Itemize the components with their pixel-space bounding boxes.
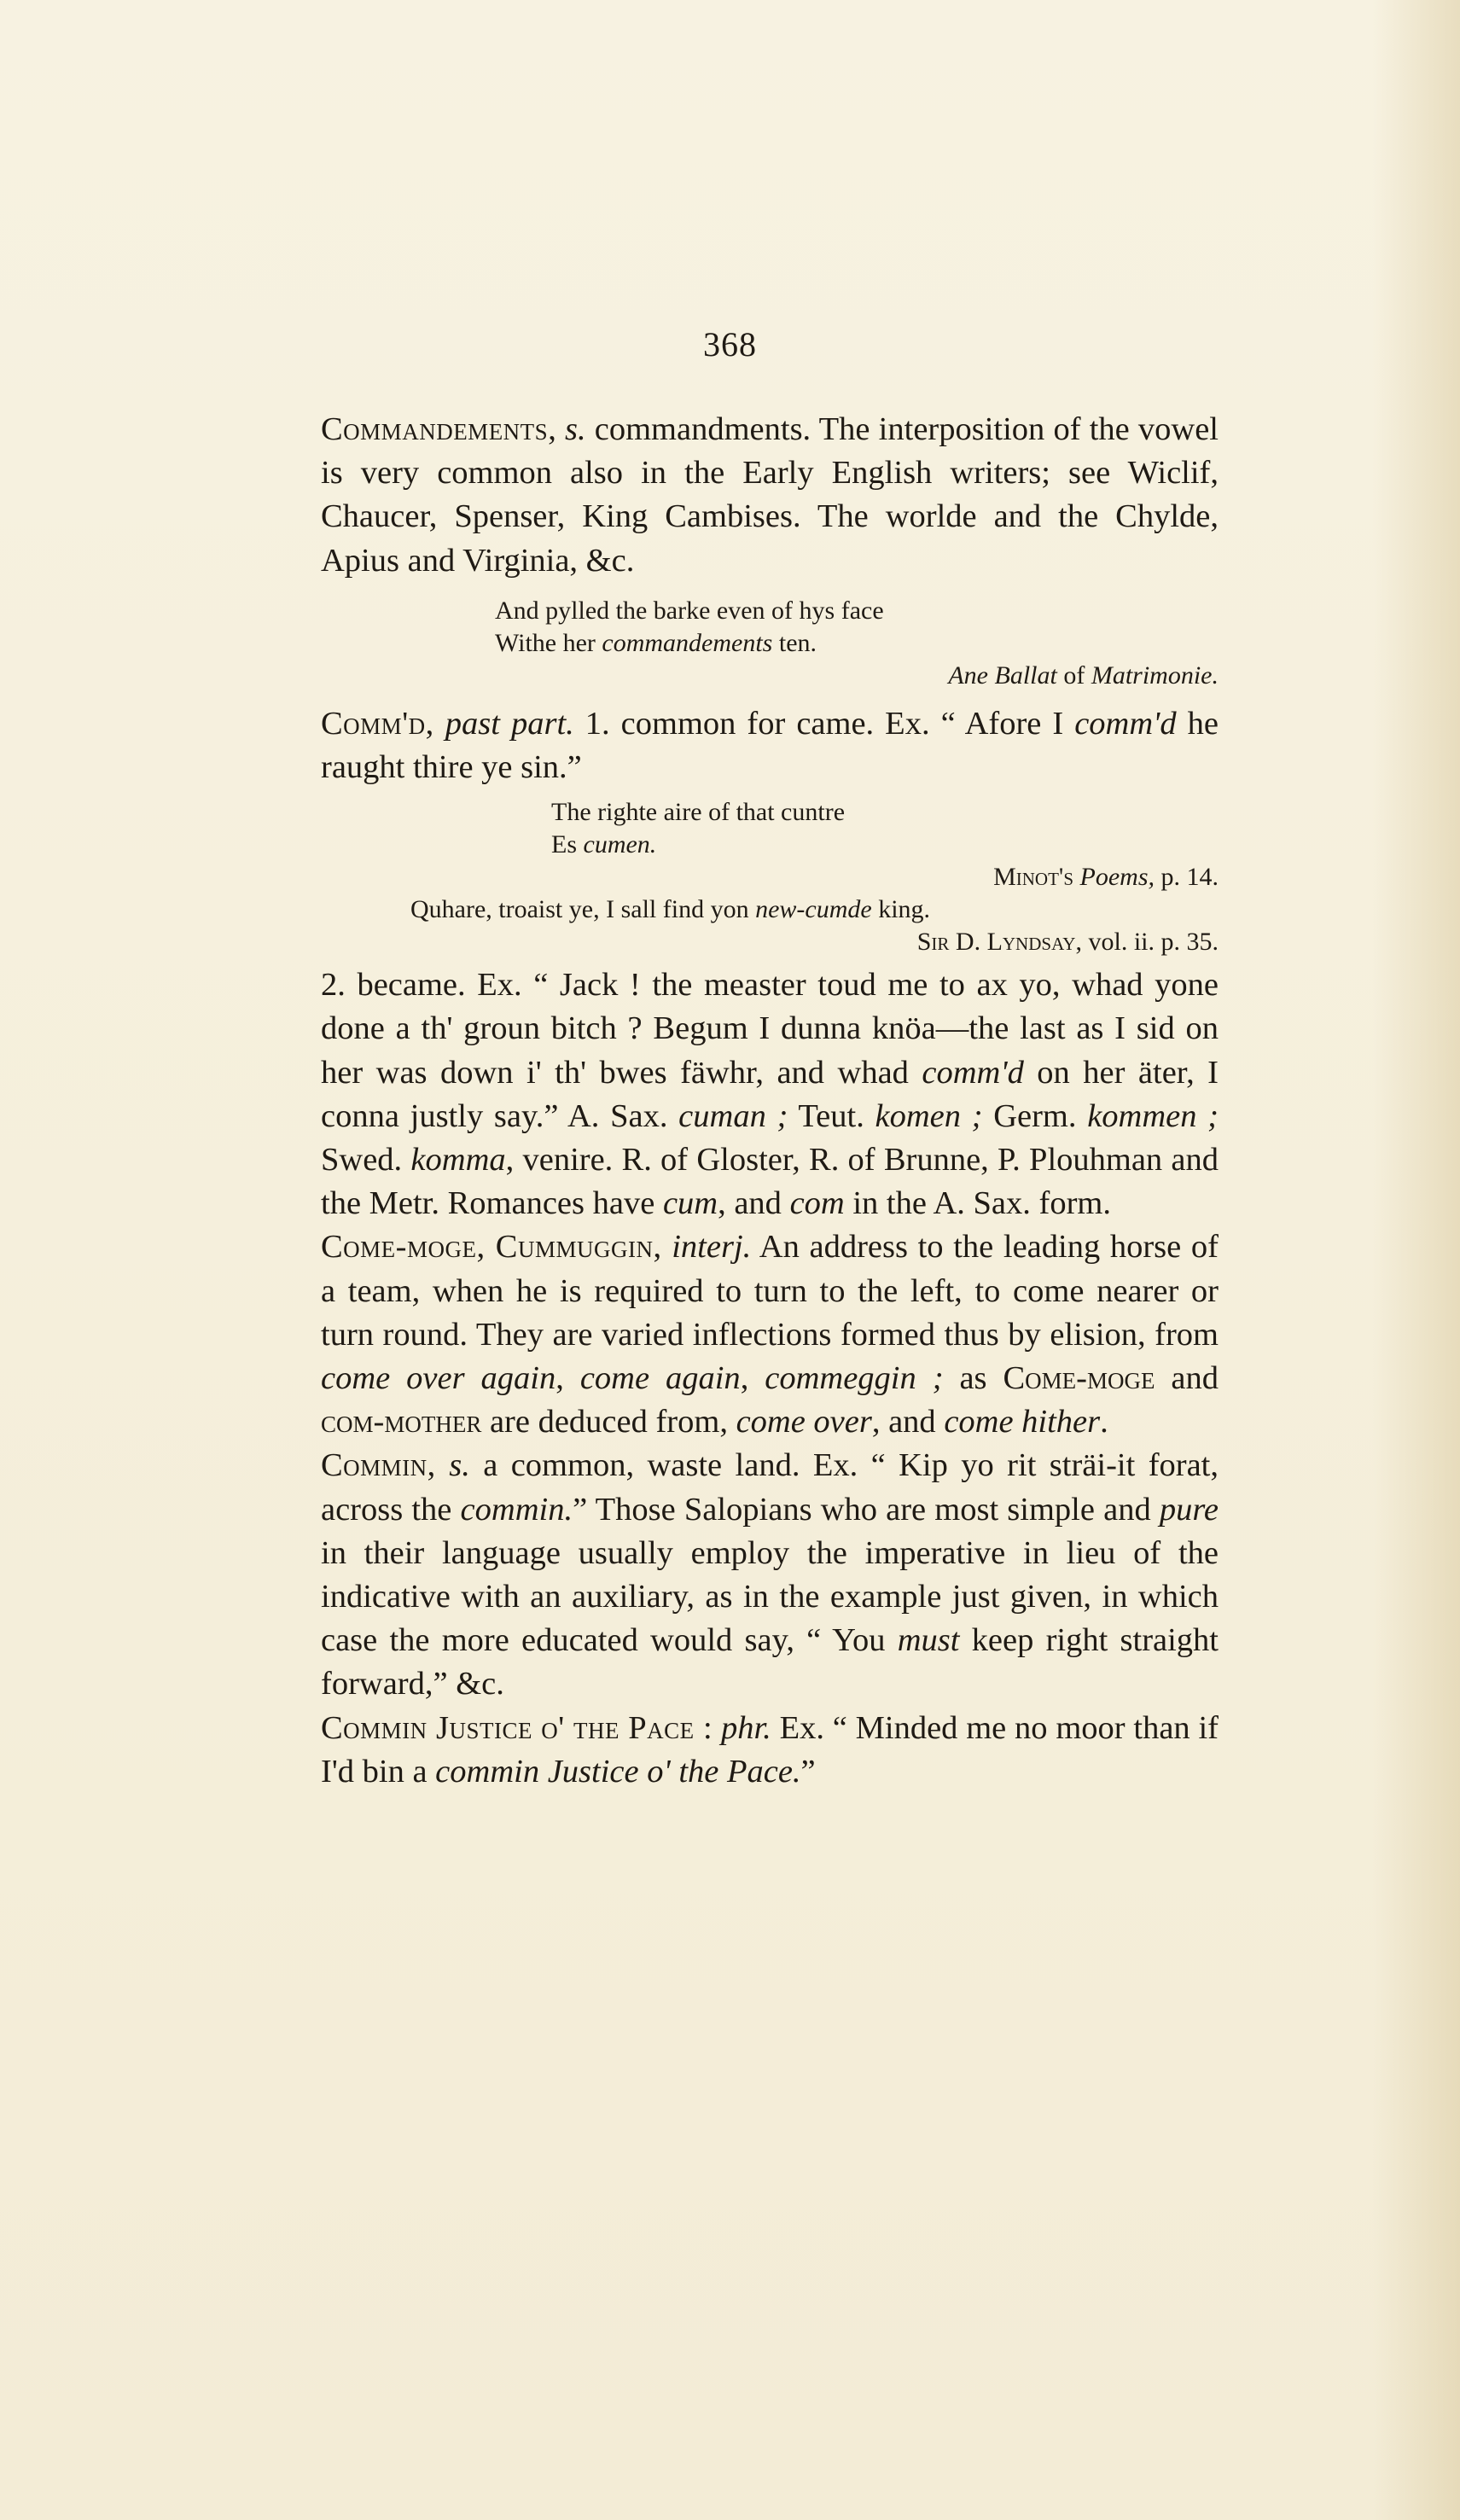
- part-of-speech: phr.: [713, 1709, 771, 1746]
- quote-italic: commandements: [602, 628, 773, 657]
- definition: Swed.: [321, 1142, 411, 1179]
- definition: commandments. The interposition of the vowel is very common also in the Early English writers; see Wiclif, Chaucer, Spenser, King Cambises. The worlde and the Chylde, Apius and Virginia, &c.: [321, 411, 1219, 579]
- quote-text: Withe her: [495, 628, 602, 657]
- definition: Germ.: [982, 1097, 1088, 1134]
- definition-italic: come over: [736, 1404, 872, 1440]
- definition: are deduced from,: [481, 1404, 736, 1440]
- quote-text: king.: [871, 895, 931, 924]
- definition-italic: come over again: [321, 1360, 556, 1397]
- cross-reference: Come-moge: [1003, 1360, 1155, 1397]
- definition-italic: commeggin ;: [765, 1360, 944, 1397]
- part-of-speech: s.: [565, 411, 586, 447]
- entry-commin: [321, 1444, 1219, 1706]
- attr-italic: Ane Ballat: [948, 661, 1057, 690]
- definition-italic: comm'd: [1074, 705, 1177, 742]
- definition-italic: komma: [410, 1142, 506, 1179]
- definition: Ex. “ Minded me no moor than if I'd bin a: [321, 1709, 1219, 1790]
- quote-attribution: [551, 861, 1219, 893]
- definition: as: [943, 1360, 1003, 1397]
- definition: in the A. Sax. form.: [844, 1185, 1111, 1222]
- definition-italic: come hither: [944, 1404, 1101, 1440]
- headword: Commandements: [321, 411, 549, 447]
- definition: and: [1155, 1360, 1219, 1397]
- quote-line: [551, 829, 1219, 861]
- entry-commd-sense-2: [321, 963, 1219, 1225]
- quote-italic: new-cumde: [755, 895, 872, 924]
- headword: Commin Justice o' the Pace :: [321, 1709, 713, 1746]
- definition-italic: come again: [579, 1360, 741, 1397]
- definition-italic: com: [789, 1185, 845, 1222]
- definition-italic: pure: [1159, 1491, 1219, 1528]
- definition: .: [1100, 1404, 1108, 1440]
- quote-attribution: [495, 660, 1219, 692]
- definition: An address to the leading horse of a team, when he is required to turn to the left, to come nearer or turn round. They are varied inflections formed thus by elision, from: [321, 1229, 1219, 1353]
- definition: in their language usually employ the imperative in lieu of the indicative with an auxiliary, as in the example just given, in which case the more educated would say, “ You: [321, 1534, 1219, 1659]
- definition: ”: [800, 1753, 816, 1790]
- quote-line: The righte aire of that cuntre: [551, 798, 846, 827]
- headword: Commin,: [321, 1447, 436, 1484]
- definition-italic: kommen ;: [1087, 1097, 1219, 1134]
- entry-come-moge: [321, 1225, 1219, 1444]
- definition-italic: cum: [662, 1185, 718, 1222]
- definition-italic: commin.: [460, 1491, 573, 1528]
- quote-text: Quhare, troaist ye, I sall find yon: [410, 895, 756, 924]
- quote-line: And pylled the barke even of hys face: [495, 596, 884, 625]
- definition-italic: commin Justice o' the Pace.: [435, 1753, 801, 1790]
- definition: , and: [718, 1185, 790, 1222]
- definition: , and: [871, 1404, 945, 1440]
- definition-italic: must: [897, 1622, 960, 1659]
- definition: on her äter, I conna justly say.” A. Sax.: [321, 1054, 1219, 1134]
- text-column: [321, 408, 1219, 1794]
- quote-line: [410, 893, 1219, 926]
- quote-line: [495, 627, 1219, 660]
- attr-text: p. 14.: [1155, 863, 1219, 892]
- definition: Teut.: [788, 1097, 875, 1134]
- entry-commandements: Commandements, s. commandments. The interposition of the vowel is very common also in the Early English writers; see Wiclif, Chaucer, Spenser, King Cambises. The worlde and the Chylde, Apius and Virginia, &c.: [321, 411, 1219, 579]
- definition-italic: comm'd: [922, 1054, 1024, 1091]
- attr-italic: Poems,: [1073, 863, 1155, 892]
- quotation-block: [321, 595, 1219, 692]
- cross-reference: com-mother: [321, 1404, 482, 1440]
- attr-text: vol. ii. p. 35.: [1081, 928, 1219, 957]
- part-of-speech: s.: [435, 1447, 470, 1484]
- attr-smallcaps: Sir D. Lyndsay,: [916, 928, 1082, 957]
- definition-italic: cuman ;: [678, 1097, 788, 1134]
- definition: a common, waste land. Ex. “ Kip yo rit sträi-it forat, across the: [321, 1447, 1219, 1528]
- quote-attribution: [410, 926, 1219, 958]
- attr-text: of: [1056, 661, 1091, 690]
- page-number: 368: [703, 325, 757, 364]
- quotation-block: [321, 893, 1219, 958]
- definition: keep right straight forward,” &c.: [321, 1622, 1219, 1702]
- entry-commd: [321, 702, 1219, 789]
- definition: he raught thire ye sin.”: [321, 705, 1219, 786]
- definition: ” Those Salopians who are most simple and: [573, 1491, 1160, 1528]
- attr-italic: Matrimonie.: [1091, 661, 1219, 690]
- definition: , venire. R. of Gloster, R. of Brunne, P. Plouhman and the Metr. Romances have: [321, 1142, 1219, 1222]
- part-of-speech: interj.: [661, 1229, 752, 1266]
- quote-italic: cumen.: [583, 830, 657, 859]
- quotation-block: [321, 796, 1219, 893]
- definition: 1. common for came. Ex. “ Afore I: [573, 705, 1075, 742]
- headword: Comm'd,: [321, 705, 434, 742]
- entry-commin-justice: [321, 1707, 1219, 1794]
- quote-text: ten.: [772, 628, 817, 657]
- definition-italic: komen ;: [875, 1097, 983, 1134]
- definition: 2. became. Ex. “ Jack ! the measter toud me to ax yo, whad yone done a th' groun bitch ? Begum I dunna knöa—the last as I sid on her was down i' th' bwes fäwhr, and whad: [321, 967, 1219, 1091]
- headword: Come-moge, Cummuggin,: [321, 1229, 662, 1266]
- quote-text: Es: [551, 830, 584, 859]
- definition: ,: [740, 1360, 765, 1397]
- attr-smallcaps: Minot's: [993, 863, 1074, 892]
- definition: ,: [555, 1360, 580, 1397]
- part-of-speech: past part.: [445, 705, 574, 742]
